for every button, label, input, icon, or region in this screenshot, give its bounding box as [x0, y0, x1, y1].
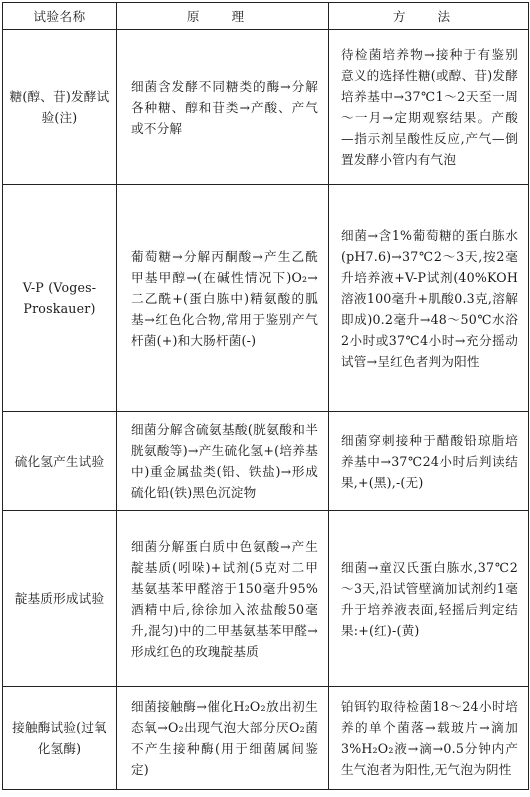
header-test-name: 试验名称 [3, 3, 117, 30]
method-cell: 细菌穿刺接种于醋酸铅琼脂培养基中→37℃24小时后判读结果,+(黑),-(无) [329, 412, 529, 511]
header-method: 方 法 [329, 3, 529, 30]
method-cell: 细菌→含1%葡萄糖的蛋白胨水(pH7.6)→37℃2～3天,按2毫升培养液+V-P试剂(40%KOH溶液100毫升+肌酸0.3克,溶解即成)0.2毫升→48～50℃水浴2小时或37℃4小时→充分摇动试管→呈红色者判为阳性 [329, 185, 529, 412]
table-header-row [3, 3, 529, 30]
test-name-cell: 糖(醇、苷)发酵试验(注) [3, 30, 117, 185]
method-cell: 铂铒钓取待检菌18～24小时培养的单个菌落→载玻片→滴加3%H₂O₂液→滴→0.5分钟内产生气泡者为阳性,无气泡为阴性 [329, 687, 529, 790]
test-name-cell: 靛基质形成试验 [3, 511, 117, 687]
principle-cell: 细菌接触酶→催化H₂O₂放出初生态氧→O₂出现气泡大部分厌O₂菌不产生接种酶(用于细菌属间鉴定) [117, 687, 329, 790]
table-row-catalase [3, 687, 529, 790]
principle-cell: 细菌分解蛋白质中色氨酸→产生靛基质(吲哚)+试剂(5克对二甲基氨基苯甲醛溶于150毫升95%酒精中后,徐徐加入浓盐酸50毫升,混匀)中的二甲基氨基苯甲醛→形成红色的玫瑰靛基质 [117, 511, 329, 687]
header-principle: 原 理 [117, 3, 329, 30]
test-name-cell: V-P (Voges-Proskauer) [3, 185, 117, 412]
test-name-cell: 硫化氢产生试验 [3, 412, 117, 511]
table-row-fermentation [3, 30, 529, 185]
method-cell: 细菌→童汉氏蛋白胨水,37℃2～3天,沿试管壁滴加试剂约1毫升于培养液表面,轻摇后判定结果:+(红)-(黄) [329, 511, 529, 687]
table-row-h2s [3, 412, 529, 511]
principle-cell: 葡萄糖→分解丙酮酸→产生乙酰甲基甲醇→(在碱性情况下)O₂→二乙酰+(蛋白胨中)精氨酸的胍基→红色化合物,常用于鉴别产气杆菌(+)和大肠杆菌(-) [117, 185, 329, 412]
method-cell: 待检菌培养物→接种于有鉴别意义的选择性糖(或醇、苷)发酵培养基中→37℃1～2天至一周～一月→定期观察结果。产酸—指示剂呈酸性反应,产气—倒置发酵小管内有气泡 [329, 30, 529, 185]
table-row-vp [3, 185, 529, 412]
test-methods-table [2, 2, 529, 790]
table-row-indole [3, 511, 529, 687]
test-name-cell: 接触酶试验(过氧化氢酶) [3, 687, 117, 790]
principle-cell: 细菌分解含硫氨基酸(胱氨酸和半胱氨酸等)→产生硫化氢+(培养基中)重金属盐类(铅、铁盐)→形成硫化铅(铁)黑色沉淀物 [117, 412, 329, 511]
principle-cell: 细菌含发酵不同糖类的酶→分解各种糖、醇和苷类→产酸、产气或不分解 [117, 30, 329, 185]
